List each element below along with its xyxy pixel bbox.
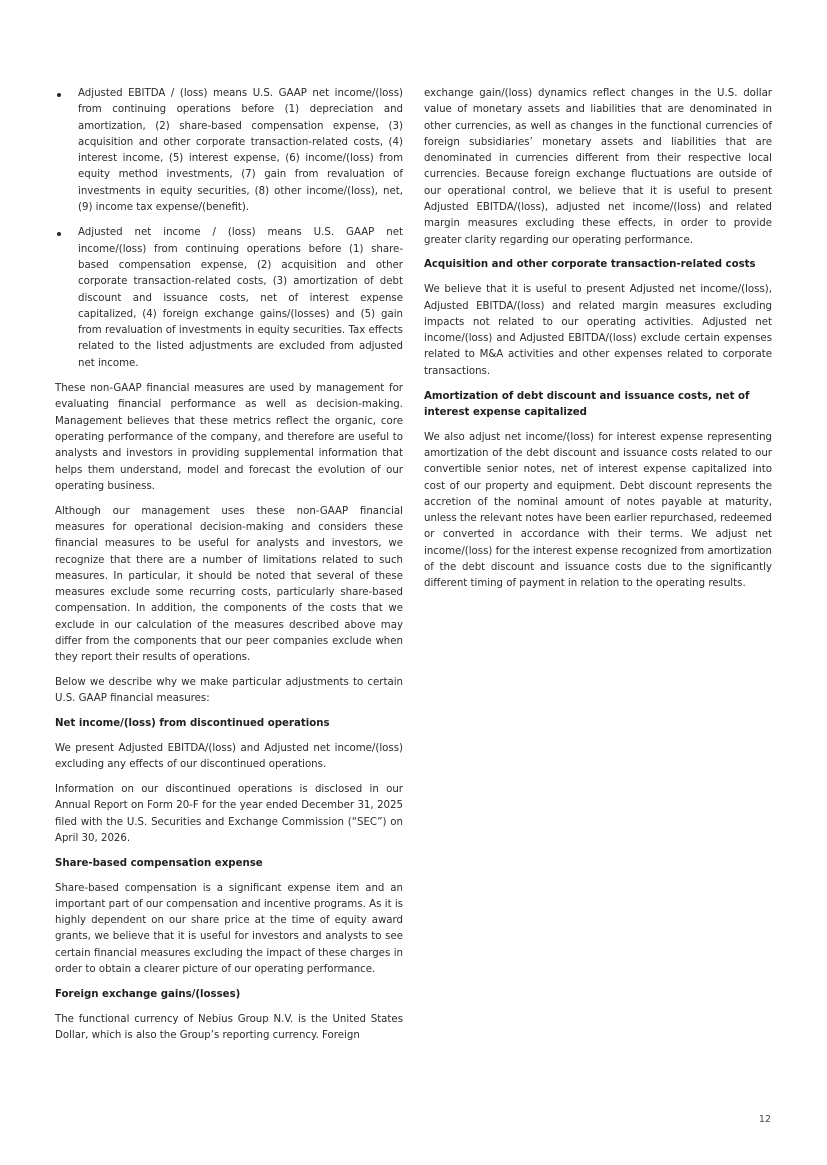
heading-acquisition-costs: Acquisition and other corporate transaction-related costs — [424, 259, 756, 271]
heading-amortization-debt-discount: Amortization of debt discount and issuance costs, net of interest expense capitalized — [424, 390, 750, 418]
paragraph-acquisition-costs: We believe that it is useful to present Adjusted net income/(loss), Adjusted EBITDA/(loss) and related margin measures excluding impacts not related to our operating activities. Adjusted net income/(loss) and Adjusted EBITDA/(loss) exclude certain expenses related to M&A activities and other expenses related to corporate transactions. — [424, 284, 772, 377]
list-item — [55, 225, 403, 372]
list-item — [55, 86, 403, 216]
paragraph-share-based-compensation: Share-based compensation is a significant expense item and an important part of our compensation and incentive programs. As it is highly dependent on our share price at the time of equity award grants, we believe that it is useful for investors and analysts to see certain financial measures excluding the impact of these charges in order to obtain a clearer picture of our operating performance. — [55, 882, 403, 976]
paragraph-foreign-exchange-cont: exchange gain/(loss) dynamics reflect changes in the U.S. dollar value of monetary assets and liabilities that are denominated in other currencies, as well as changes in the functional currencies of foreign subsidiaries’ monetary assets and liabilities that are denominated in currencies different from their respective local currencies. Because foreign exchange fluctuations are outside of our operational control, we believe that it is useful to present Adjusted EBITDA/(loss), adjusted net income/(loss) and related margin measures excluding these effects, in order to provide greater clarity regarding our operating performance. — [424, 88, 772, 246]
adjusted-ebitda-definition: Adjusted EBITDA / (loss) means U.S. GAAP net income/(loss) from continuing operations before (1) depreciation and amortization, (2) share-based compensation expense, (3) acquisition and other corporate transaction-related costs, (4) interest income, (5) interest expense, (6) income/(loss) from equity method investments, (7) gain from revaluation of investments in equity securities, (8) other income/(loss), net, (9) income tax expense/(benefit). — [78, 88, 403, 214]
paragraph-discontinued-2: Information on our discontinued operations is disclosed in our Annual Report on Form 20-F for the year ended December 31, 2025 filed with the U.S. Securities and Exchange Commission (“SEC”) on April 30, 2026. — [55, 784, 403, 844]
paragraph-limitations: Although our management uses these non-GAAP financial measures for operational decision-making and considers these financial measures to be useful for analysts and investors, we recognize that there are a number of limitations related to such measures. In particular, it should be noted that several of these measures exclude some recurring costs, particularly share-based compensation. In addition, the components of the costs that we exclude in our calculation of the measures described above may differ from the components that our peer companies exclude when they report their results of operations. — [55, 505, 403, 664]
heading-foreign-exchange: Foreign exchange gains/(losses) — [55, 988, 241, 1000]
page-number: 12 — [758, 1114, 771, 1125]
heading-share-based-compensation: Share-based compensation expense — [55, 857, 263, 869]
definition-list — [55, 86, 403, 372]
bullet-icon — [57, 93, 61, 97]
adjusted-net-income-definition: Adjusted net income / (loss) means U.S. GAAP net income/(loss) from continuing operations before (1) share-based compensation expense, (2) acquisition and other corporate transaction-related costs, (3) amortization of debt discount and issuance costs, net of interest expense capitalized, (4) foreign exchange gains/(losses) and (5) gain from revaluation of investments in equity securities. Tax effects related to the listed adjustments are excluded from adjusted net income. — [78, 227, 403, 369]
paragraph-discontinued-1: We present Adjusted EBITDA/(loss) and Adjusted net income/(loss) excluding any effects of our discontinued operations. — [55, 742, 403, 771]
paragraph-foreign-exchange-start: The functional currency of Nebius Group N.V. is the United States Dollar, which is also the Group’s reporting currency. Foreign — [55, 1013, 403, 1041]
paragraph-amortization-debt-discount: We also adjust net income/(loss) for interest expense representing amortization of the debt discount and issuance costs related to our convertible senior notes, net of interest expense capitalized into cost of our property and equipment. Debt discount represents the accretion of the nominal amount of notes payable at maturity, unless the relevant notes have been earlier repurchased, redeemed or converted in accordance with their terms. We adjust net income/(loss) for the interest expense recognized from amortization of the debt discount and issuance costs due to the significantly different timing of payment in relation to the operating results. — [424, 431, 772, 590]
bullet-icon — [57, 232, 61, 236]
right-column — [424, 86, 772, 601]
paragraph-intro-adjustments: Below we describe why we make particular adjustments to certain U.S. GAAP financial measures: — [55, 677, 403, 705]
paragraph-purpose: These non-GAAP financial measures are used by management for evaluating financial performance as well as decision-making. Management believes that these metrics reflect the organic, core operating performance of the company, and therefore are useful to analysts and investors in providing supplemental information that helps them understand, model and forecast the evolution of our operating business. — [55, 383, 403, 492]
left-column — [55, 86, 403, 1053]
heading-discontinued-operations: Net income/(loss) from discontinued operations — [55, 718, 330, 730]
